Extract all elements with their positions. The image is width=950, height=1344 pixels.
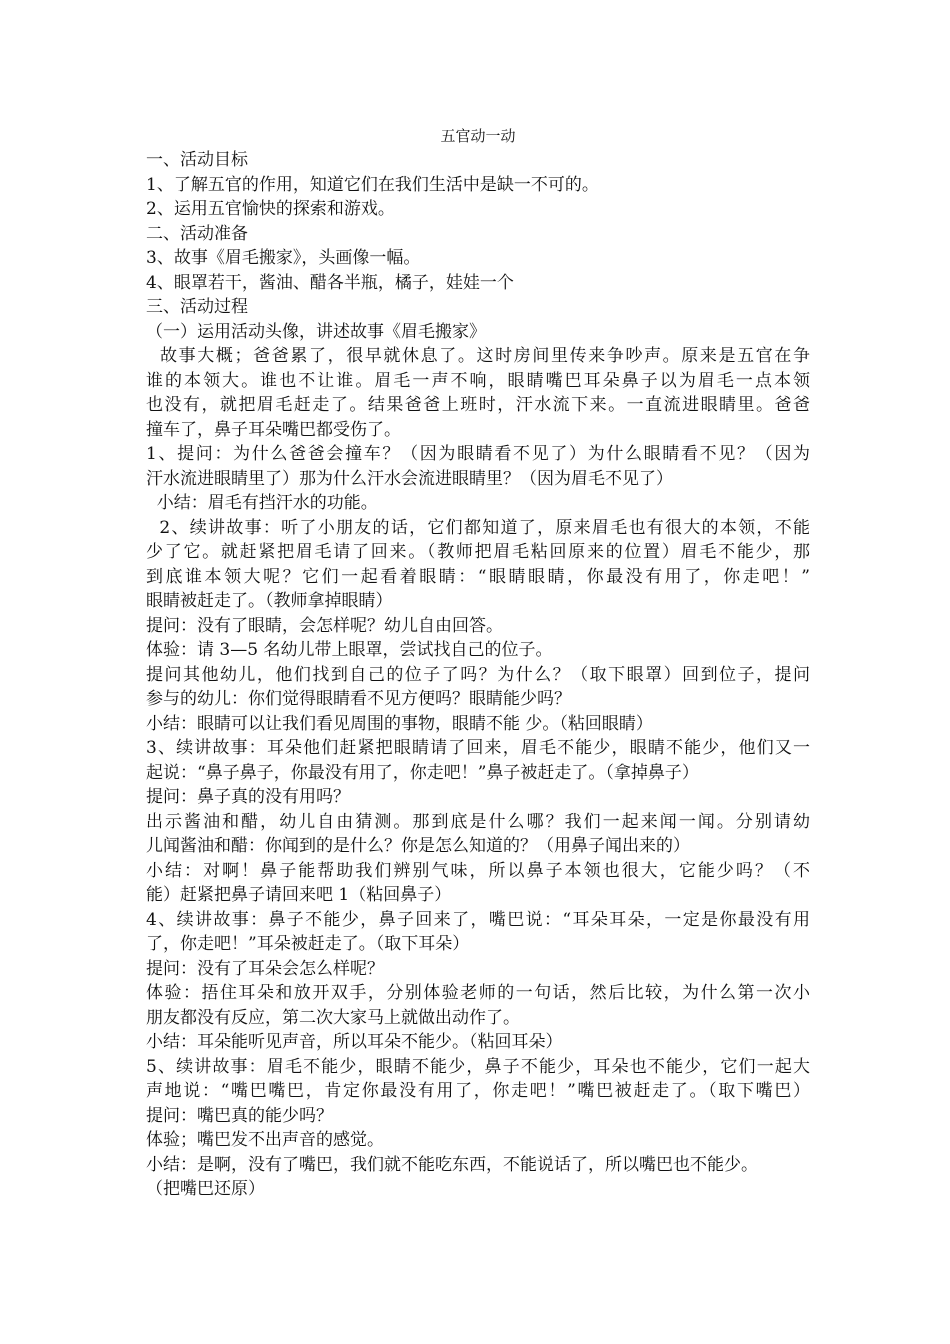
text-line: 体验：请 3—5 名幼儿带上眼罩，尝试找自己的位子。 (146, 640, 553, 660)
text-line: 体验；嘴巴发不出声音的感觉。 (146, 1130, 384, 1150)
text-line: 汗水流进眼睛里了）那为什么汗水会流进眼睛里？（因为眉毛不见了） (146, 468, 673, 489)
text-line: 5、续讲故事：眉毛不能少，眼睛不能少，鼻子不能少，耳朵也不能少，它们一起大 (146, 1056, 810, 1077)
text-line: 小结：是啊，没有了嘴巴，我们就不能吃东西，不能说话了，所以嘴巴也不能少。 (146, 1154, 758, 1175)
text-line: 能）赶紧把鼻子请回来吧 1（粘回鼻子） (146, 885, 452, 905)
text-line: 提问其他幼儿，他们找到自己的位子了吗？为什么？（取下眼罩）回到位子，提问 (146, 664, 810, 685)
text-line: 少了它。就赶紧把眉毛请了回来。（教师把眉毛粘回原来的位置）眉毛不能少，那 (146, 542, 810, 562)
document-body (146, 148, 810, 1202)
text-line: 2、运用五官愉快的探索和游戏。 (146, 199, 395, 219)
text-line: 小结：对啊！鼻子能帮助我们辨别气味，所以鼻子本领也很大，它能少吗？（不 (146, 860, 810, 881)
text-line: （一）运用活动头像，讲述故事《眉毛搬家》 (146, 321, 486, 342)
text-line: 2、续讲故事：听了小朋友的话，它们都知道了，原来眉毛也有很大的本领，不能 (146, 517, 810, 538)
text-line: 1、提问：为什么爸爸会撞车？（因为眼睛看不见了）为什么眼睛看不见？（因为 (146, 444, 810, 464)
text-line: 提问：鼻子真的没有用吗？ (146, 787, 350, 807)
text-line: 撞车了，鼻子耳朵嘴巴都受伤了。 (146, 419, 401, 440)
text-line: 1、了解五官的作用，知道它们在我们生活中是缺一不可的。 (146, 174, 599, 195)
text-line: 参与的幼儿：你们觉得眼睛看不见方便吗？眼睛能少吗？ (146, 689, 571, 709)
text-line: 一、活动目标 (146, 150, 248, 170)
text-line: 起说：“鼻子鼻子，你最没有用了，你走吧！”鼻子被赶走了。（拿掉鼻子） (146, 762, 699, 783)
text-line: 谁的本领大。谁也不让谁。眉毛一声不响，眼睛嘴巴耳朵鼻子以为眉毛一点本领 (146, 370, 810, 391)
text-line: 声地说：“嘴巴嘴巴，肯定你最没有用了，你走吧！”嘴巴被赶走了。（取下嘴巴） (146, 1081, 810, 1101)
text-line: 三、活动过程 (146, 297, 248, 317)
text-line: 儿闻酱油和醋：你闻到的是什么？你是怎么知道的？（用鼻子闻出来的） (146, 836, 690, 856)
text-line: 出示酱油和醋，幼儿自由猜测。那到底是什么哪？我们一起来闻一闻。分别请幼 (146, 811, 810, 832)
text-line: 也没有，就把眉毛赶走了。结果爸爸上班时，汗水流下来。一直流进眼睛里。爸爸 (146, 395, 810, 415)
text-line: 体验：捂住耳朵和放开双手，分别体验老师的一句话，然后比较，为什么第一次小 (146, 983, 810, 1003)
text-line: 提问：没有了眼睛，会怎样呢？幼儿自由回答。 (146, 615, 503, 636)
text-line: 朋友都没有反应，第二次大家马上就做出动作了。 (146, 1007, 520, 1028)
text-line: 了，你走吧！”耳朵被赶走了。（取下耳朵） (146, 934, 470, 954)
text-line: 提问：没有了耳朵会怎么样呢？ (146, 958, 384, 979)
text-line: （把嘴巴还原） (146, 1179, 265, 1199)
text-line: 二、活动准备 (146, 223, 248, 244)
text-line: 眼睛被赶走了。（教师拿掉眼睛） (146, 591, 393, 611)
text-line: 到底谁本领大呢？它们一起看着眼睛：“眼睛眼睛，你最没有用了，你走吧！” (146, 566, 810, 587)
text-line: 3、续讲故事：耳朵他们赶紧把眼睛请了回来，眉毛不能少，眼睛不能少，他们又一 (146, 738, 810, 758)
text-line: 提问：嘴巴真的能少吗？ (146, 1105, 333, 1126)
text-line: 4、续讲故事：鼻子不能少，鼻子回来了，嘴巴说：“耳朵耳朵，一定是你最没有用 (146, 909, 810, 930)
text-line: 故事大概；爸爸累了，很早就休息了。这时房间里传来争吵声。原来是五官在争 (146, 346, 810, 366)
text-line: 4、眼罩若干，酱油、醋各半瓶，橘子，娃娃一个 (146, 272, 514, 293)
document-page (146, 124, 810, 1202)
text-line: 小结：眉毛有挡汗水的功能。 (146, 493, 378, 513)
text-line: 3、故事《眉毛搬家》，头画像一幅。 (146, 248, 421, 268)
text-line: 小结：眼睛可以让我们看见周围的事物，眼睛不能 少。（粘回眼睛） (146, 713, 653, 734)
document-title: 五官动一动 (440, 127, 516, 145)
text-line: 小结：耳朵能听见声音，所以耳朵不能少。（粘回耳朵） (146, 1032, 563, 1052)
